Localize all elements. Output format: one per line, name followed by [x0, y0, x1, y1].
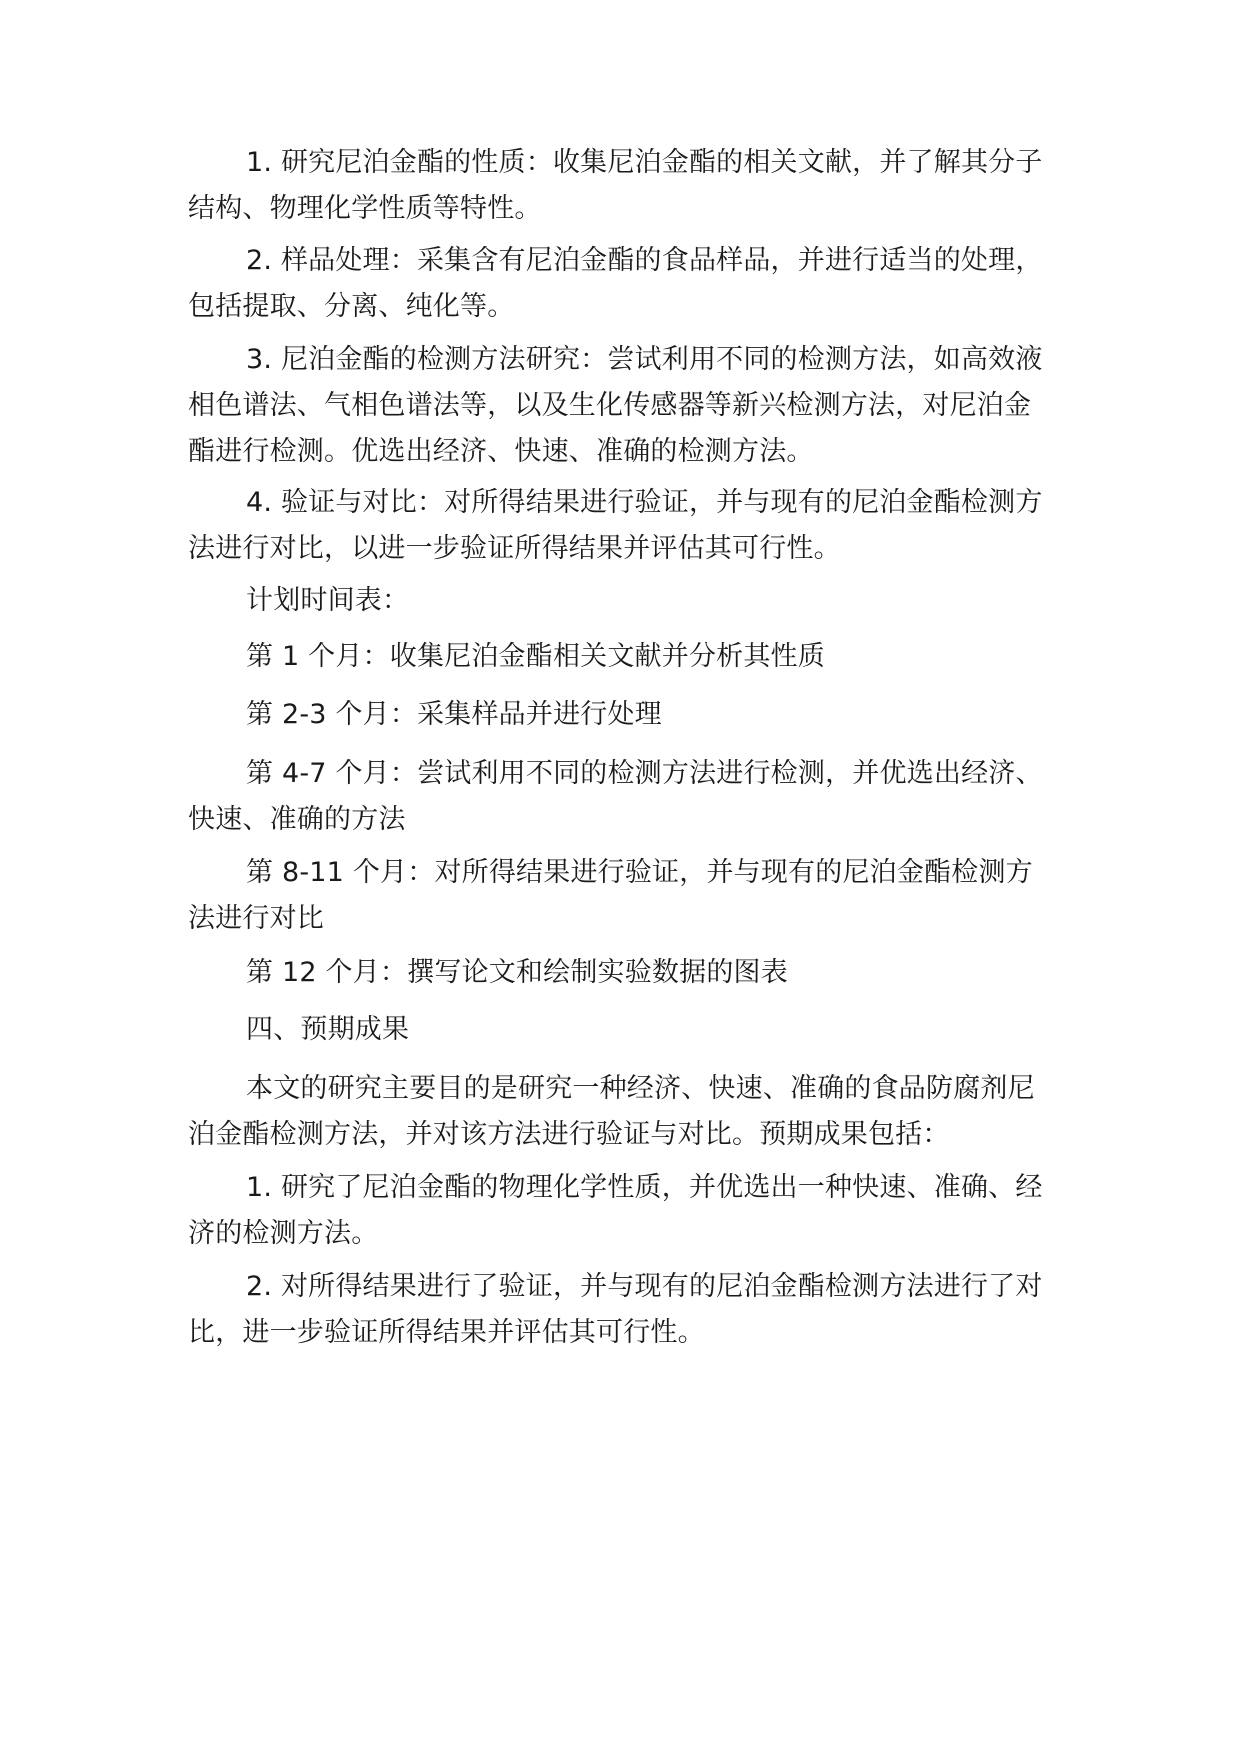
research-step-1: 1. 研究尼泊金酯的性质：收集尼泊金酯的相关文献，并了解其分子结构、物理化学性质等特性。: [188, 147, 1043, 224]
research-step-3: 3. 尼泊金酯的检测方法研究：尝试利用不同的检测方法，如高效液相色谱法、气相色谱法等，以及生化传感器等新兴检测方法，对尼泊金酯进行检测。优选出经济、快速、准确的检测方法。: [188, 344, 1043, 467]
research-step-4: 4. 验证与对比：对所得结果进行验证，并与现有的尼泊金酯检测方法进行对比，以进一步验证所得结果并评估其可行性。: [188, 487, 1043, 564]
schedule-month-4-7: 第 4-7 个月：尝试利用不同的检测方法进行检测，并优选出经济、快速、准确的方法: [188, 758, 1043, 835]
expected-result-2: 2. 对所得结果进行了验证，并与现有的尼泊金酯检测方法进行了对比，进一步验证所得结果并评估其可行性。: [188, 1271, 1043, 1348]
schedule-heading: 计划时间表：: [246, 585, 410, 616]
expected-results-intro: 本文的研究主要目的是研究一种经济、快速、准确的食品防腐剂尼泊金酯检测方法，并对该方法进行验证与对比。预期成果包括：: [188, 1073, 1035, 1150]
expected-result-1: 1. 研究了尼泊金酯的物理化学性质，并优选出一种快速、准确、经济的检测方法。: [188, 1172, 1043, 1249]
schedule-month-12: 第 12 个月：撰写论文和绘制实验数据的图表: [246, 957, 788, 988]
section-heading-expected-results: 四、预期成果: [246, 1014, 410, 1045]
research-step-2: 2. 样品处理：采集含有尼泊金酯的食品样品，并进行适当的处理，包括提取、分离、纯化等。: [188, 245, 1043, 322]
schedule-month-1: 第 1 个月：收集尼泊金酯相关文献并分析其性质: [246, 641, 825, 672]
schedule-month-8-11: 第 8-11 个月：对所得结果进行验证，并与现有的尼泊金酯检测方法进行对比: [188, 857, 1033, 934]
schedule-month-2-3: 第 2-3 个月：采集样品并进行处理: [246, 699, 662, 730]
